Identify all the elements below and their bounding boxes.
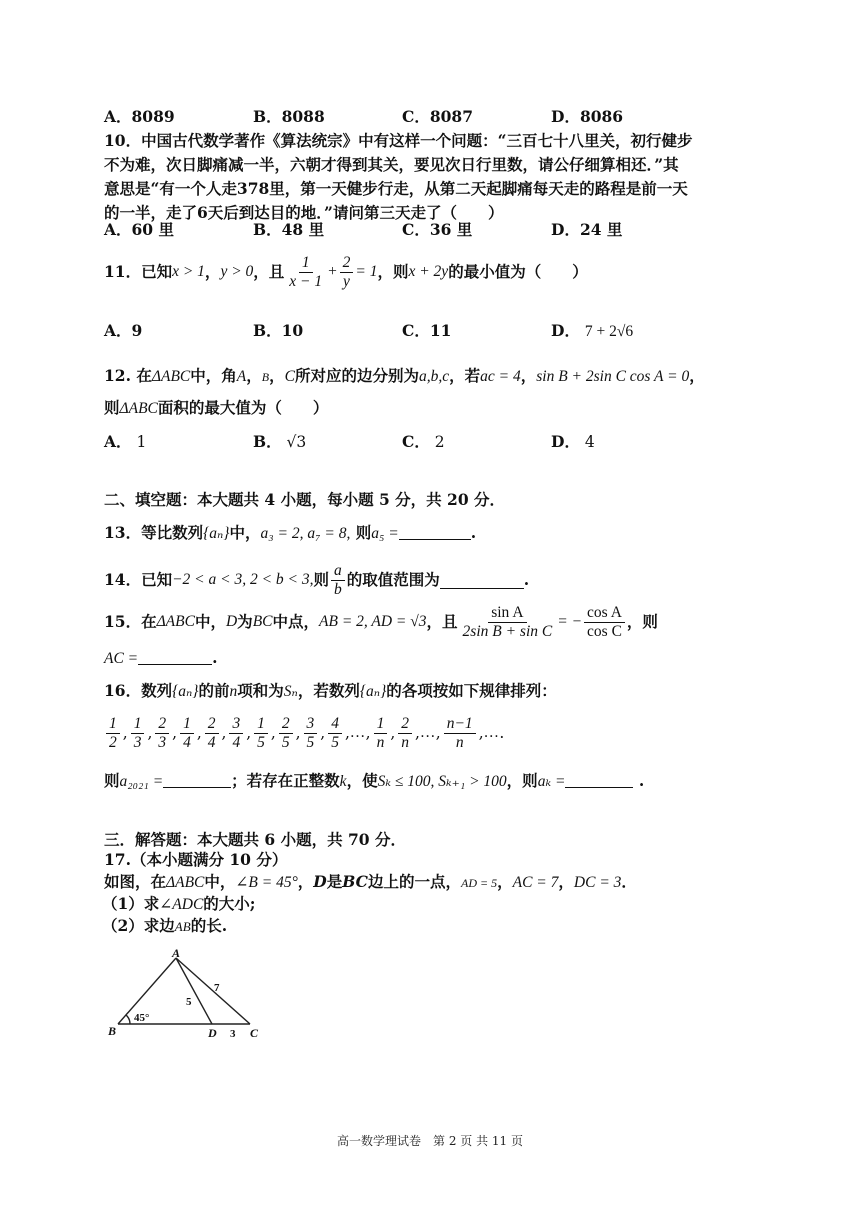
numerator: 2 — [205, 715, 219, 734]
cond-ac: AC = 7 — [512, 874, 559, 891]
sequence-term — [205, 715, 219, 752]
sequence: {aₙ} — [172, 683, 199, 700]
sequence-term — [279, 715, 293, 752]
comma: , — [365, 724, 371, 742]
numerator: 4 — [328, 715, 342, 734]
denominator: 4 — [207, 733, 216, 751]
comma: , — [295, 724, 301, 742]
sequence-term — [180, 715, 194, 752]
q15-condition: AB = 2, AD = √3 — [319, 613, 427, 630]
numerator: cos A — [584, 604, 625, 623]
comma: , — [270, 724, 276, 742]
sequence-term — [155, 715, 169, 752]
angle-adc: ∠ADC — [159, 896, 204, 913]
section-3-heading: 三．解答题：本大题共 6 小题，共 70 分． — [104, 830, 406, 849]
period: . — [523, 570, 530, 589]
label-b: B — [108, 1024, 117, 1038]
numerator: 2 — [279, 715, 293, 734]
q15-line-2 — [104, 648, 218, 669]
q12-option-b — [253, 432, 306, 452]
numerator: 1 — [299, 254, 313, 273]
q9-option-b: B．8088 — [253, 107, 325, 126]
a-k: aₖ = — [537, 773, 566, 790]
q10-option-c: C．36 里 — [402, 220, 473, 239]
label-c: C — [250, 1026, 259, 1040]
q16-blank-1[interactable] — [163, 771, 231, 788]
text: 的各项按如下规律排列： — [386, 681, 557, 700]
q16-line-1 — [104, 681, 557, 702]
label-a: A — [172, 946, 181, 960]
cond-trig: sin B + 2sin C cos A = 0 — [536, 368, 690, 385]
q17-line-1: 如图，在ΔABC中，∠B = 45°，D是BC边上的一点，AD = 5，AC = 7，DC = 3． — [104, 872, 637, 891]
q10-line-3: 意思是“有一个人走378里，第一天健步行走，从第二天起脚痛每天走的路程是前一天 — [104, 179, 688, 198]
numerator: sin A — [488, 604, 526, 623]
q15-fraction-2 — [584, 604, 625, 641]
q11-option-d — [551, 321, 633, 342]
q12-option-d — [551, 432, 595, 452]
comma: , — [221, 724, 227, 742]
sequence-term — [374, 715, 388, 752]
q12-number: 12. 在 — [104, 366, 152, 385]
text: 的长. — [190, 916, 228, 935]
q11-tail: 的最小值为（ ） — [448, 262, 588, 281]
q10-line-2: 不为难，次日脚痛减一半，六朝才得到其关，要见次日行里数，请公仔细算相还．”其 — [104, 155, 679, 174]
q11-option-b: B．10 — [253, 321, 304, 340]
comma: , — [122, 724, 128, 742]
period: . — [470, 523, 477, 542]
denominator: b — [334, 580, 342, 598]
denominator: 2sin B + sin C — [462, 622, 553, 640]
text: 的大小; — [203, 894, 256, 913]
label-d: D — [208, 1026, 217, 1040]
q13-answer-blank[interactable] — [399, 523, 471, 540]
var-d: D — [313, 872, 327, 891]
q11-fraction-2 — [340, 254, 354, 291]
period: . — [212, 648, 218, 667]
triangle-figure — [100, 945, 270, 1045]
denominator: 3 — [133, 733, 142, 751]
numerator: 2 — [340, 254, 354, 273]
page-footer: 高一数学理试卷 第 2 页 共 11 页 — [337, 1134, 523, 1148]
numerator: 1 — [106, 715, 120, 734]
denominator: 3 — [158, 733, 167, 751]
numerator: 1 — [131, 715, 145, 734]
segment-ac-line — [176, 958, 250, 1024]
numerator: n−1 — [444, 715, 476, 734]
q11-option-c: C．11 — [402, 321, 452, 340]
text: 是 — [326, 872, 343, 891]
text: 中， — [229, 523, 261, 542]
var-c: C — [284, 368, 295, 385]
period: . — [638, 771, 645, 790]
sequence-term — [254, 715, 268, 752]
cond-dc: DC = 3 — [573, 874, 622, 891]
sequence-term — [106, 715, 120, 752]
text: 则 — [355, 523, 372, 542]
triangle-abc: ΔABC — [151, 368, 191, 385]
q11-cond-2: y > 0 — [220, 263, 254, 280]
text: ，则 — [506, 771, 538, 790]
segment-ab: AB — [174, 919, 191, 934]
q16-number: 16．数列 — [104, 681, 173, 700]
q17-part-2 — [102, 916, 227, 937]
q16-line-3 — [104, 771, 644, 792]
q10-line-1: 10．中国古代数学著作《算法统宗》中有这样一个问题：“三百七十八里关，初行健步 — [104, 131, 693, 150]
q17-part-1 — [102, 894, 256, 915]
q9-option-c: C．8087 — [402, 107, 473, 126]
triangle-abc: ΔABC — [119, 400, 158, 417]
q11-sep: ， — [204, 262, 221, 281]
option-letter: C． — [402, 432, 430, 451]
text: ，则 — [626, 612, 658, 631]
text: ，且 — [426, 612, 458, 631]
text: 中， — [194, 612, 226, 631]
ellipsis: … — [484, 724, 499, 741]
var-d: D — [225, 613, 238, 630]
segment-bc: BC — [252, 613, 273, 630]
numerator: 1 — [254, 715, 268, 734]
text: ， — [297, 872, 314, 891]
equals: = − — [557, 613, 583, 630]
option-value: 1 — [136, 433, 147, 451]
text: 的取值范围为 — [346, 570, 440, 589]
comma: , — [196, 724, 202, 742]
q14-condition: −2 < a < 3, 2 < b < 3, — [172, 571, 314, 588]
q15-target: AC = — [104, 650, 139, 667]
numerator: 3 — [304, 715, 318, 734]
sides: a,b,c — [418, 368, 450, 385]
option-value: 2 — [434, 433, 445, 451]
q11-number: 11．已知 — [104, 262, 173, 281]
segment-ad-line — [176, 958, 212, 1024]
var-k: k — [339, 773, 347, 790]
label-45-deg: 45° — [134, 1012, 150, 1024]
comma: , — [172, 724, 178, 742]
text: 边上的一点， — [368, 872, 462, 891]
denominator: 4 — [232, 733, 241, 751]
q13 — [104, 523, 476, 544]
q15-line-1 — [104, 600, 658, 644]
q9-option-d: D．8086 — [551, 107, 624, 126]
numerator: 2 — [398, 715, 412, 734]
q16-condition: Sₖ ≤ 100, Sₖ₊₁ > 100 — [377, 773, 507, 790]
text: （1）求 — [102, 894, 160, 913]
segment-bc: BC — [342, 872, 368, 891]
q17-title: 17.（本小题满分 10 分） — [104, 850, 288, 869]
denominator: x − 1 — [289, 272, 323, 290]
q15-number: 15．在 — [104, 612, 157, 631]
q10-option-d: D．24 里 — [551, 220, 623, 239]
text: ，若数列 — [297, 681, 360, 700]
sequence: {aₙ} — [203, 525, 230, 542]
numerator: 3 — [229, 715, 243, 734]
sequence-term — [131, 715, 145, 752]
q14 — [104, 560, 529, 600]
text: ，使 — [346, 771, 378, 790]
ellipsis: … — [420, 724, 435, 741]
denominator: y — [343, 272, 350, 290]
numerator: 1 — [180, 715, 194, 734]
denominator: 2 — [109, 733, 117, 751]
q11-sep: ，则 — [377, 262, 409, 281]
var-n: n — [229, 683, 238, 700]
text: ；若存在正整数 — [231, 771, 340, 790]
comma: , — [246, 724, 252, 742]
denominator: 4 — [183, 733, 191, 751]
comma: , — [147, 724, 153, 742]
q15-fraction-1 — [460, 604, 556, 641]
sequence-term — [444, 715, 476, 752]
text: 面积的最大值为（ ） — [157, 398, 329, 417]
text: （2）求边 — [102, 916, 175, 935]
numerator: a — [331, 562, 345, 581]
section-2-heading: 二、填空题：本大题共 4 小题，每小题 5 分，共 20 分． — [104, 490, 506, 509]
q11-sep: ，且 — [253, 262, 285, 281]
var-a: A — [236, 368, 247, 385]
text: 如图，在 — [104, 872, 167, 891]
comma: . — [499, 724, 505, 742]
equals: = 1 — [355, 263, 378, 280]
text: 所对应的边分别为 — [294, 366, 419, 385]
denominator: cos C — [587, 622, 622, 640]
q11-stem — [104, 252, 588, 292]
q12-line-2 — [104, 398, 328, 419]
q12-option-a — [104, 432, 146, 452]
denominator: n — [376, 733, 385, 751]
option-letter: D． — [551, 321, 580, 340]
sequence-term — [328, 715, 342, 752]
q12-line-1: 12. 在ΔABC中，角A，B，C所对应的边分别为a,b,c，若ac = 4，sin B + 2sin C cos A = 0， — [104, 366, 705, 385]
q14-number: 14．已知 — [104, 570, 173, 589]
q13-condition: a₃ = 2, a₇ = 8, — [260, 525, 351, 542]
denominator: 5 — [257, 733, 265, 751]
numerator: 1 — [374, 715, 388, 734]
q14-fraction — [331, 562, 345, 599]
angle-b: ∠B = 45° — [235, 874, 298, 891]
sum-s: Sₙ — [283, 683, 298, 700]
comma: , — [390, 724, 396, 742]
denominator: n — [455, 733, 464, 751]
q14-answer-blank[interactable] — [440, 572, 524, 589]
text: 中， — [204, 872, 236, 891]
q10-option-b: B．48 里 — [253, 220, 325, 239]
sequence-term — [398, 715, 412, 752]
text: 项和为 — [237, 681, 284, 700]
comma: , — [435, 724, 441, 742]
comma: , — [344, 724, 350, 742]
denominator: 5 — [306, 733, 315, 751]
q16-sequence — [104, 712, 505, 754]
q11-option-a: A．9 — [104, 321, 143, 340]
numerator: 2 — [155, 715, 169, 734]
q16-blank-2[interactable] — [565, 771, 633, 788]
plus-sign: + — [327, 263, 338, 280]
cond-ad: AD = 5 — [461, 876, 498, 890]
q13-target: a₅ = — [371, 525, 399, 542]
sequence-term — [229, 715, 243, 752]
var-b: B — [261, 370, 270, 384]
q15-answer-blank[interactable] — [138, 648, 212, 665]
sequence-term — [304, 715, 318, 752]
text: 的前 — [198, 681, 230, 700]
q10-option-a: A．60 里 — [104, 220, 174, 239]
denominator: 5 — [281, 733, 290, 751]
q11-cond-1: x > 1 — [172, 263, 205, 280]
comma: , — [320, 724, 326, 742]
q13-number: 13．等比数列 — [104, 523, 204, 542]
a2021: a₂₀₂₁ = — [119, 773, 164, 790]
option-value: √3 — [286, 433, 307, 451]
sequence: {aₙ} — [359, 683, 387, 700]
text: 为 — [237, 612, 253, 631]
comma: , — [478, 724, 484, 742]
denominator: 5 — [331, 733, 339, 751]
triangle-abc: ΔABC — [166, 874, 205, 891]
q11-expression: x + 2y — [408, 263, 449, 280]
label-ac-7: 7 — [214, 982, 220, 994]
q10-line-4: 的一半，走了6天后到达目的地．”请问第三天走了（ ） — [104, 203, 504, 222]
triangle-abc: ΔABC — [156, 613, 195, 630]
option-value: 7 + 2√6 — [584, 323, 634, 340]
label-dc-3: 3 — [230, 1028, 236, 1040]
angle-b-arc — [126, 1015, 130, 1024]
q9-option-a: A．8089 — [104, 107, 175, 126]
option-letter: D． — [551, 432, 580, 451]
text: 中，角 — [190, 366, 237, 385]
text: ，若 — [449, 366, 481, 385]
q12-option-c — [402, 432, 445, 452]
option-letter: A． — [104, 432, 132, 451]
option-letter: B． — [253, 432, 282, 451]
denominator: n — [401, 733, 410, 751]
text: 中点， — [272, 612, 320, 631]
ellipsis: … — [350, 724, 365, 741]
text: 则 — [313, 570, 330, 589]
cond-ac: ac = 4 — [480, 368, 521, 385]
q11-fraction-1 — [286, 254, 325, 291]
option-value: 4 — [584, 433, 595, 451]
text: 则 — [104, 771, 120, 790]
comma: , — [415, 724, 420, 742]
text: 则 — [104, 398, 120, 417]
label-ad-5: 5 — [186, 996, 192, 1008]
